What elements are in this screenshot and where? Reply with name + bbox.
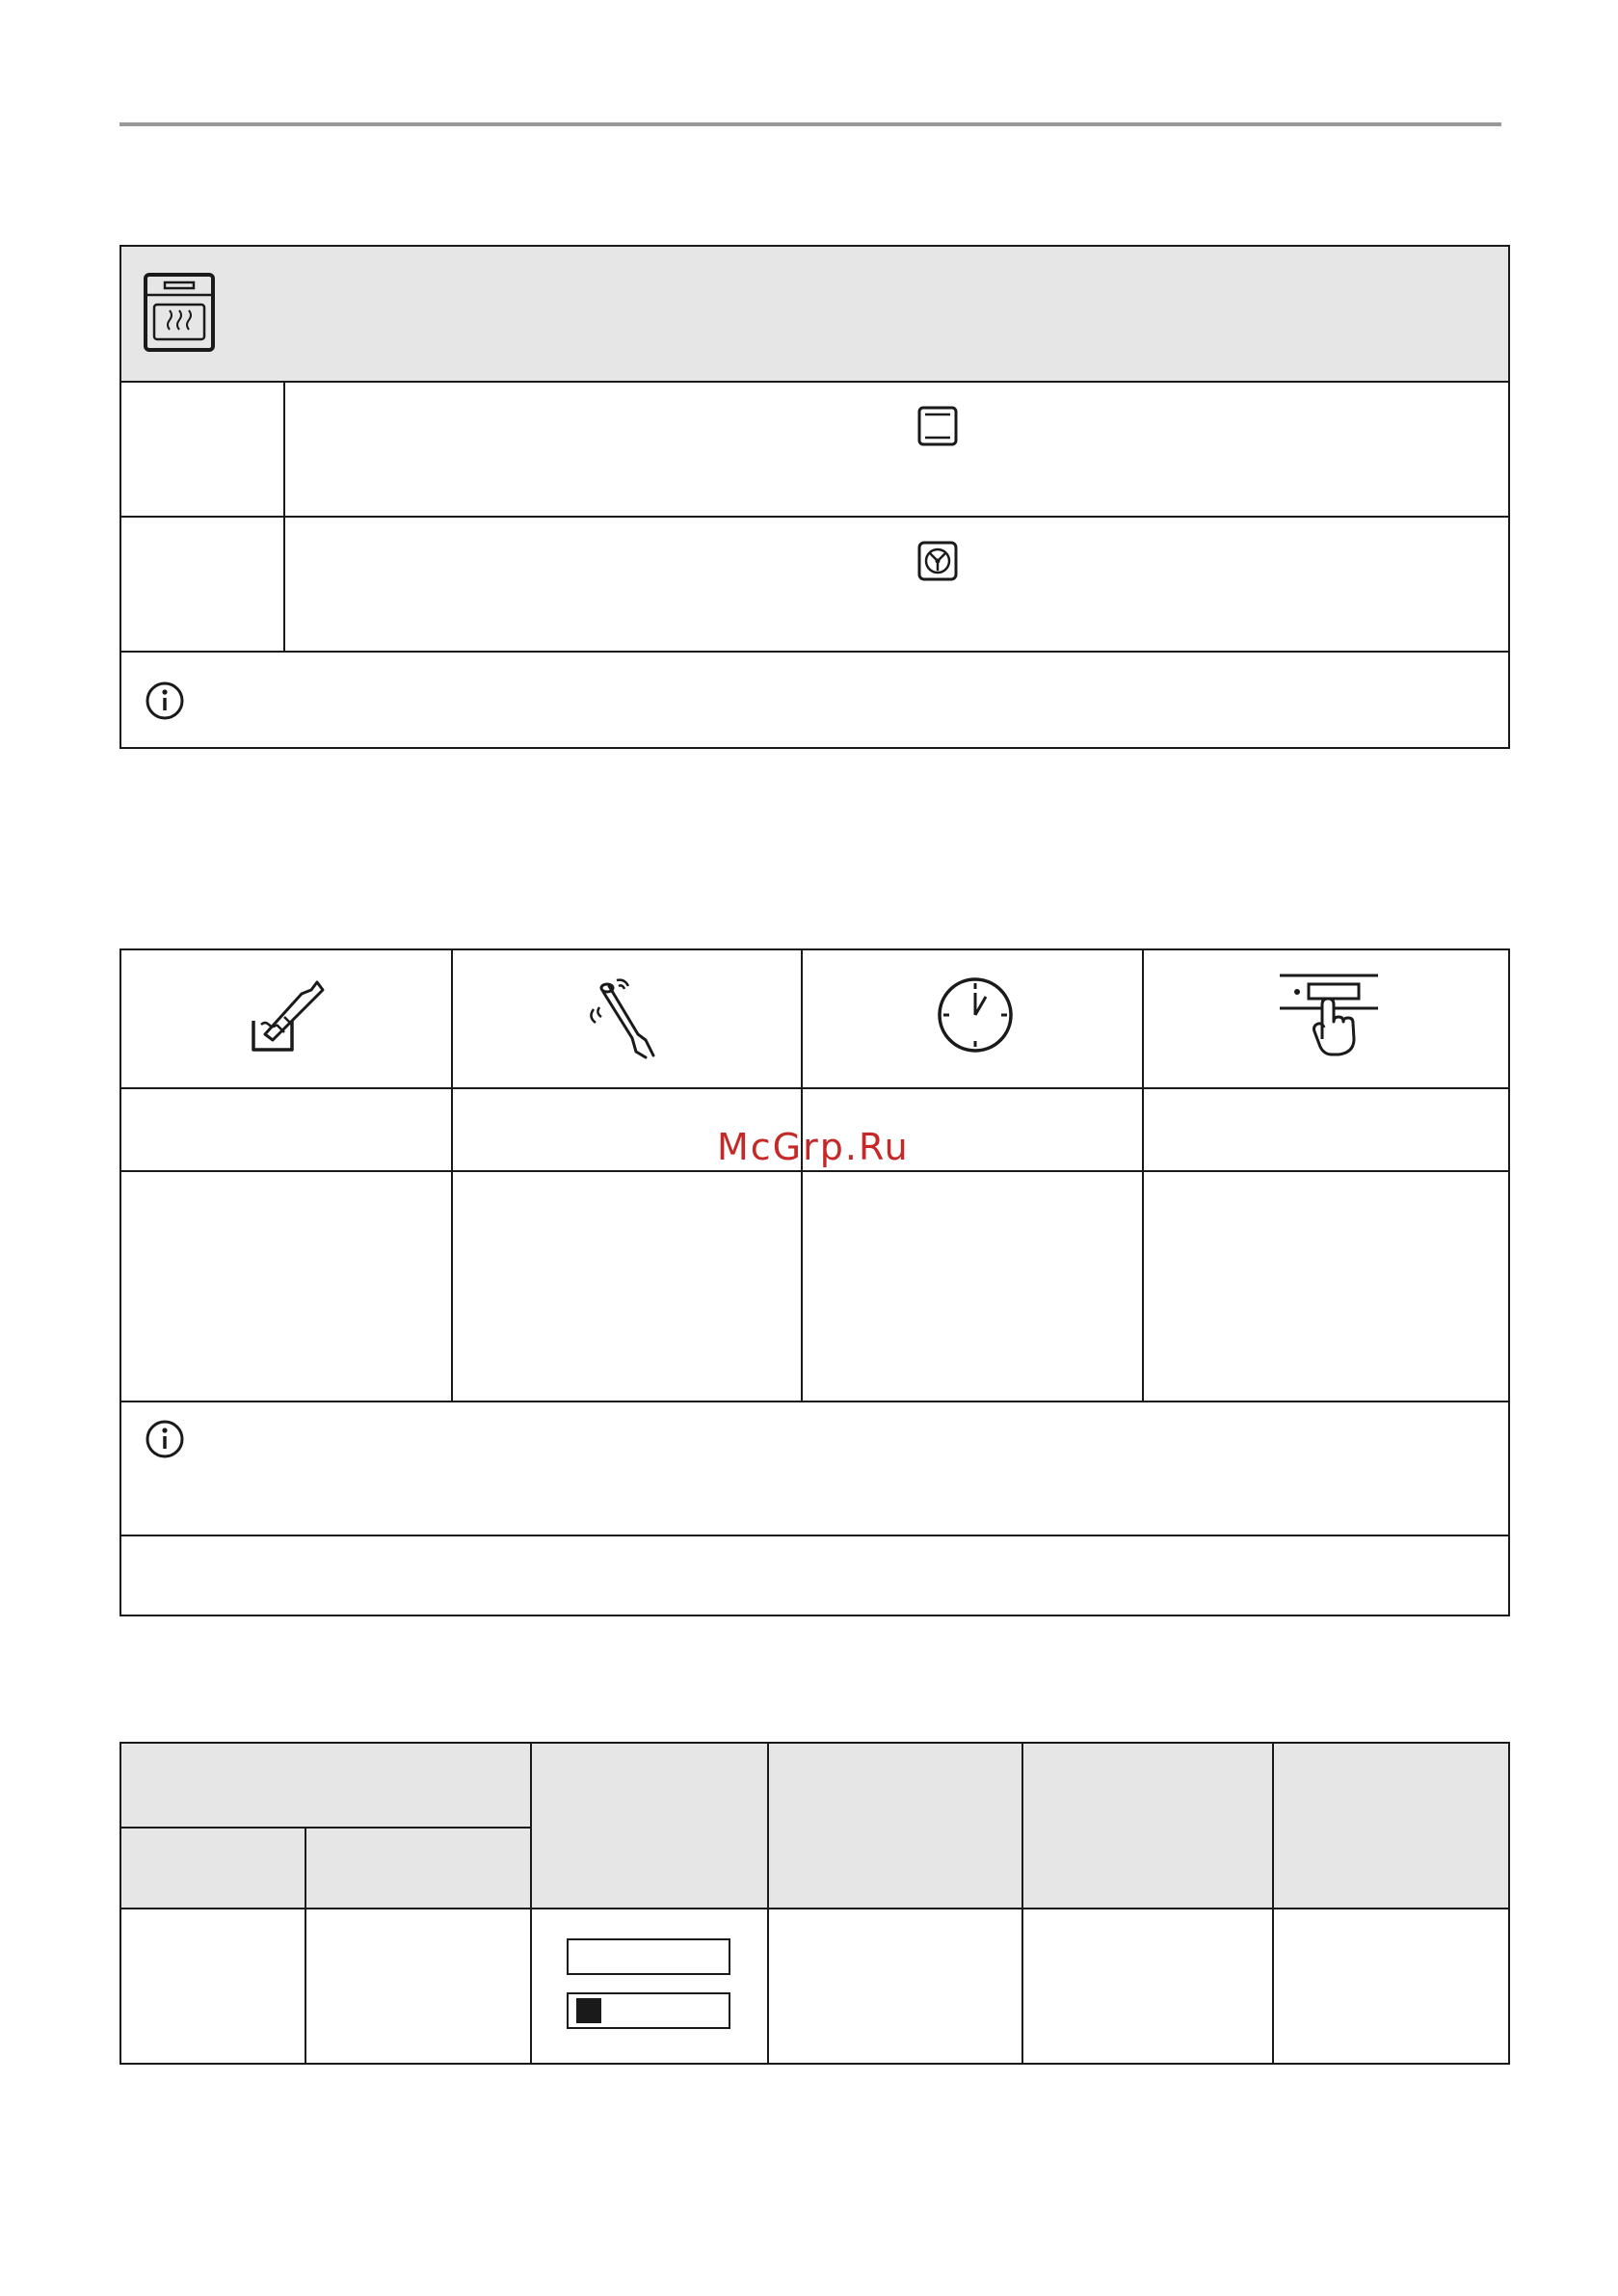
settings-vline-1: [530, 1744, 532, 2065]
mode-row-2-label-cell: [121, 518, 285, 651]
top-bottom-heat-icon: [917, 406, 958, 446]
level-segment-filled: [576, 1998, 601, 2023]
top-rule: [119, 122, 1501, 126]
hand-cleaning-icon: [248, 976, 327, 1055]
level-indicator-empty: [567, 1938, 730, 1975]
settings-vline-4: [1272, 1744, 1274, 2065]
mode-row-1-label-cell: [121, 383, 285, 516]
settings-header-subcol-line: [305, 1827, 306, 1909]
settings-body-subcol-line: [305, 1909, 306, 2065]
mode-row-1: [121, 383, 1508, 518]
clock-icon: [936, 975, 1015, 1055]
cleaning-table: [119, 948, 1510, 1616]
touch-gesture-icon: [586, 976, 665, 1061]
cleaning-table-vline-1: [451, 950, 453, 1402]
oven-steam-icon: [143, 272, 216, 353]
mode-table-header: [121, 247, 1508, 383]
level-indicator-one-segment: [567, 1992, 730, 2029]
mode-row-2: [121, 518, 1508, 653]
info-icon: [145, 1419, 185, 1459]
cleaning-table-hline-1: [121, 1087, 1508, 1089]
cleaning-table-vline-3: [1142, 950, 1144, 1402]
cleaning-table-hline-3: [121, 1401, 1508, 1402]
watermark: McGrp.Ru: [717, 1126, 910, 1168]
settings-table: [119, 1742, 1510, 2065]
settings-header-split: [121, 1827, 532, 1829]
settings-vline-3: [1021, 1744, 1023, 2065]
settings-vline-2: [767, 1744, 769, 2065]
settings-table-header: [121, 1744, 1508, 1909]
info-icon: [145, 681, 185, 721]
cleaning-table-vline-2: [801, 950, 803, 1402]
cleaning-table-hline-2: [121, 1170, 1508, 1172]
cleaning-table-hline-4: [121, 1535, 1508, 1536]
fan-heat-icon: [917, 541, 958, 581]
mode-table: [119, 245, 1510, 749]
control-panel-press-icon: [1276, 970, 1382, 1058]
